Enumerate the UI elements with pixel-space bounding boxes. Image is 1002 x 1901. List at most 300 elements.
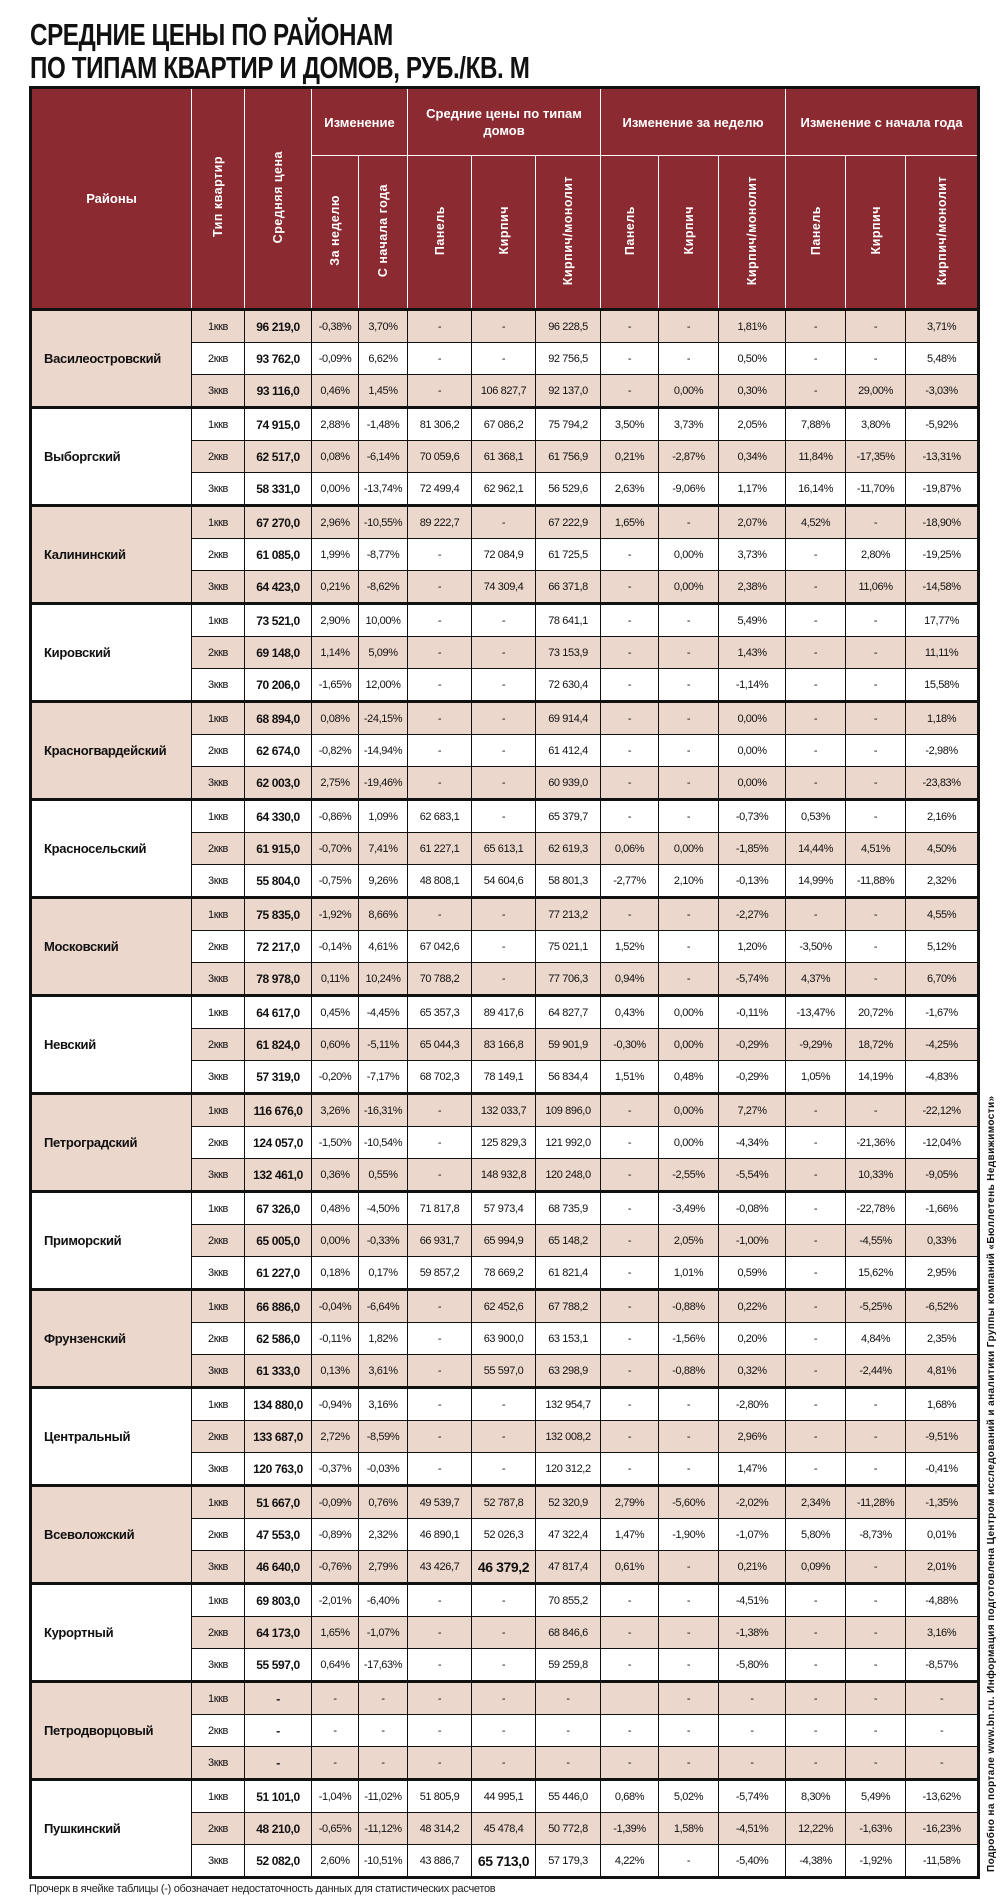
cell-value: 65 613,1 bbox=[472, 833, 536, 865]
table-row bbox=[31, 604, 979, 637]
cell-value: -0,11% bbox=[312, 1323, 359, 1355]
cell-value bbox=[601, 1682, 659, 1715]
cell-value: - bbox=[472, 1682, 536, 1715]
cell-value: 6,62% bbox=[359, 343, 408, 375]
apartment-type: 1ккв bbox=[192, 408, 245, 441]
cell-value: -0,65% bbox=[312, 1813, 359, 1845]
cell-value: -5,40% bbox=[719, 1845, 786, 1878]
cell-value: 4,84% bbox=[846, 1323, 906, 1355]
cell-value: -7,17% bbox=[359, 1061, 408, 1094]
cell-value: 0,34% bbox=[719, 441, 786, 473]
cell-value: 62 619,3 bbox=[536, 833, 601, 865]
cell-value: 4,51% bbox=[846, 833, 906, 865]
cell-value: 58 801,3 bbox=[536, 865, 601, 898]
cell-value: -1,38% bbox=[719, 1617, 786, 1649]
cell-value: -5,11% bbox=[359, 1029, 408, 1061]
average-price: 73 521,0 bbox=[245, 604, 312, 637]
cell-value: - bbox=[472, 1453, 536, 1486]
cell-value: - bbox=[408, 310, 472, 343]
cell-value: 55 597,0 bbox=[472, 1355, 536, 1388]
cell-value: 44 995,1 bbox=[472, 1780, 536, 1813]
cell-value: - bbox=[601, 375, 659, 408]
cell-value: 0,01% bbox=[906, 1519, 979, 1551]
district-name: Выборгский bbox=[31, 408, 192, 506]
cell-value: -19,46% bbox=[359, 767, 408, 800]
cell-value: 70 059,6 bbox=[408, 441, 472, 473]
cell-value: 1,17% bbox=[719, 473, 786, 506]
cell-value: 68 735,9 bbox=[536, 1192, 601, 1225]
cell-value: 0,55% bbox=[359, 1159, 408, 1192]
table-row bbox=[31, 1780, 979, 1813]
cell-value: -0,88% bbox=[659, 1355, 719, 1388]
average-price: 62 586,0 bbox=[245, 1323, 312, 1355]
cell-value: -1,04% bbox=[312, 1780, 359, 1813]
cell-value: 4,37% bbox=[786, 963, 846, 996]
cell-value: -13,47% bbox=[786, 996, 846, 1029]
cell-value: - bbox=[601, 539, 659, 571]
cell-value: -4,88% bbox=[906, 1584, 979, 1617]
cell-value: - bbox=[906, 1747, 979, 1780]
apartment-type: 2ккв bbox=[192, 931, 245, 963]
cell-value: - bbox=[408, 1094, 472, 1127]
cell-value: - bbox=[786, 1388, 846, 1421]
cell-value: 62 962,1 bbox=[472, 473, 536, 506]
cell-value: 3,80% bbox=[846, 408, 906, 441]
cell-value: -0,03% bbox=[359, 1453, 408, 1486]
cell-value: -17,35% bbox=[846, 441, 906, 473]
cell-value: - bbox=[472, 604, 536, 637]
cell-value: 57 179,3 bbox=[536, 1845, 601, 1878]
cell-value: -4,50% bbox=[359, 1192, 408, 1225]
cell-value: 15,58% bbox=[906, 669, 979, 702]
cell-value: -6,52% bbox=[906, 1290, 979, 1323]
cell-value: 1,58% bbox=[659, 1813, 719, 1845]
apartment-type: 1ккв bbox=[192, 1486, 245, 1519]
cell-value: - bbox=[601, 800, 659, 833]
table-row bbox=[31, 408, 979, 441]
apartment-type: 1ккв bbox=[192, 1290, 245, 1323]
apartment-type: 3ккв bbox=[192, 375, 245, 408]
district-name: Красносельский bbox=[31, 800, 192, 898]
header-change-week: За неделю bbox=[312, 156, 359, 310]
district-name: Всеволожский bbox=[31, 1486, 192, 1584]
district-name: Кировский bbox=[31, 604, 192, 702]
cell-value: 10,33% bbox=[846, 1159, 906, 1192]
average-price: 62 517,0 bbox=[245, 441, 312, 473]
cell-value: 48 808,1 bbox=[408, 865, 472, 898]
cell-value: 2,79% bbox=[359, 1551, 408, 1584]
cell-value: 0,21% bbox=[312, 571, 359, 604]
cell-value: -0,09% bbox=[312, 343, 359, 375]
cell-value: - bbox=[601, 1127, 659, 1159]
cell-value: -11,58% bbox=[906, 1845, 979, 1878]
cell-value: 61 227,1 bbox=[408, 833, 472, 865]
cell-value: - bbox=[601, 1094, 659, 1127]
cell-value: - bbox=[659, 1421, 719, 1453]
district-name: Московский bbox=[31, 898, 192, 996]
average-price: 69 148,0 bbox=[245, 637, 312, 669]
cell-value: 68 846,6 bbox=[536, 1617, 601, 1649]
cell-value: - bbox=[659, 1617, 719, 1649]
cell-value: 1,09% bbox=[359, 800, 408, 833]
cell-value: -0,94% bbox=[312, 1388, 359, 1421]
cell-value: - bbox=[659, 506, 719, 539]
cell-value: -4,83% bbox=[906, 1061, 979, 1094]
cell-value: - bbox=[359, 1747, 408, 1780]
cell-value: - bbox=[719, 1747, 786, 1780]
cell-value: - bbox=[408, 1747, 472, 1780]
cell-value: 148 932,8 bbox=[472, 1159, 536, 1192]
cell-value: 7,41% bbox=[359, 833, 408, 865]
cell-value: 0,22% bbox=[719, 1290, 786, 1323]
average-price: 61 824,0 bbox=[245, 1029, 312, 1061]
cell-value: - bbox=[846, 735, 906, 767]
table-row bbox=[31, 1682, 979, 1715]
apartment-type: 3ккв bbox=[192, 1649, 245, 1682]
cell-value: -0,13% bbox=[719, 865, 786, 898]
cell-value: -11,12% bbox=[359, 1813, 408, 1845]
cell-value: 16,14% bbox=[786, 473, 846, 506]
cell-value: 0,00% bbox=[312, 473, 359, 506]
apartment-type: 2ккв bbox=[192, 1029, 245, 1061]
cell-value: 46 379,2 bbox=[472, 1551, 536, 1584]
cell-value: 1,82% bbox=[359, 1323, 408, 1355]
cell-value: - bbox=[408, 898, 472, 931]
cell-value: - bbox=[786, 604, 846, 637]
apartment-type: 2ккв bbox=[192, 833, 245, 865]
cell-value: 51 805,9 bbox=[408, 1780, 472, 1813]
cell-value: 78 149,1 bbox=[472, 1061, 536, 1094]
average-price: 48 210,0 bbox=[245, 1813, 312, 1845]
cell-value: 2,88% bbox=[312, 408, 359, 441]
cell-value: - bbox=[906, 1682, 979, 1715]
cell-value: 12,00% bbox=[359, 669, 408, 702]
average-price: 62 674,0 bbox=[245, 735, 312, 767]
cell-value: - bbox=[786, 375, 846, 408]
cell-value: - bbox=[786, 898, 846, 931]
cell-value: - bbox=[659, 1845, 719, 1878]
cell-value: 92 756,5 bbox=[536, 343, 601, 375]
cell-value: -0,88% bbox=[659, 1290, 719, 1323]
cell-value: 2,05% bbox=[659, 1225, 719, 1257]
cell-value: 125 829,3 bbox=[472, 1127, 536, 1159]
cell-value: 5,09% bbox=[359, 637, 408, 669]
cell-value: -8,73% bbox=[846, 1519, 906, 1551]
average-price: 65 005,0 bbox=[245, 1225, 312, 1257]
cell-value: 132 008,2 bbox=[536, 1421, 601, 1453]
apartment-type: 2ккв bbox=[192, 1813, 245, 1845]
cell-value: - bbox=[472, 767, 536, 800]
cell-value: 1,14% bbox=[312, 637, 359, 669]
cell-value: 0,09% bbox=[786, 1551, 846, 1584]
cell-value: - bbox=[408, 1388, 472, 1421]
cell-value: - bbox=[846, 669, 906, 702]
cell-value: - bbox=[408, 571, 472, 604]
cell-value: 0,00% bbox=[659, 1029, 719, 1061]
cell-value: - bbox=[472, 1421, 536, 1453]
cell-value: 2,95% bbox=[906, 1257, 979, 1290]
cell-value: 67 788,2 bbox=[536, 1290, 601, 1323]
average-price: 68 894,0 bbox=[245, 702, 312, 735]
header-week-brick-mono: Кирпич/монолит bbox=[719, 156, 786, 310]
cell-value: 2,01% bbox=[906, 1551, 979, 1584]
cell-value: - bbox=[601, 1225, 659, 1257]
cell-value: 1,20% bbox=[719, 931, 786, 963]
district-name: Фрунзенский bbox=[31, 1290, 192, 1388]
apartment-type: 2ккв bbox=[192, 1421, 245, 1453]
cell-value: 4,55% bbox=[906, 898, 979, 931]
cell-value: 10,00% bbox=[359, 604, 408, 637]
cell-value: 0,68% bbox=[601, 1780, 659, 1813]
cell-value: 12,22% bbox=[786, 1813, 846, 1845]
cell-value: 132 954,7 bbox=[536, 1388, 601, 1421]
apartment-type: 2ккв bbox=[192, 1519, 245, 1551]
cell-value: -0,11% bbox=[719, 996, 786, 1029]
cell-value: - bbox=[786, 343, 846, 375]
cell-value: 8,30% bbox=[786, 1780, 846, 1813]
cell-value: - bbox=[472, 669, 536, 702]
cell-value: - bbox=[601, 310, 659, 343]
district-name: Красногвардейский bbox=[31, 702, 192, 800]
district-name: Петродворцовый bbox=[31, 1682, 192, 1780]
cell-value: - bbox=[786, 1617, 846, 1649]
cell-value: - bbox=[659, 1715, 719, 1747]
cell-value: -0,76% bbox=[312, 1551, 359, 1584]
cell-value: 0,48% bbox=[312, 1192, 359, 1225]
cell-value: 9,26% bbox=[359, 865, 408, 898]
cell-value: 63 153,1 bbox=[536, 1323, 601, 1355]
cell-value: 120 312,2 bbox=[536, 1453, 601, 1486]
cell-value: 7,27% bbox=[719, 1094, 786, 1127]
cell-value: - bbox=[786, 1747, 846, 1780]
cell-value: - bbox=[601, 1159, 659, 1192]
cell-value: -9,29% bbox=[786, 1029, 846, 1061]
cell-value: - bbox=[846, 1094, 906, 1127]
header-district: Районы bbox=[31, 88, 192, 310]
cell-value: 77 213,2 bbox=[536, 898, 601, 931]
cell-value: 11,84% bbox=[786, 441, 846, 473]
cell-value: - bbox=[659, 767, 719, 800]
header-panel: Панель bbox=[408, 156, 472, 310]
header-ytd-brick: Кирпич bbox=[846, 156, 906, 310]
cell-value: 4,50% bbox=[906, 833, 979, 865]
cell-value: - bbox=[472, 343, 536, 375]
average-price: 93 762,0 bbox=[245, 343, 312, 375]
cell-value: - bbox=[846, 1747, 906, 1780]
cell-value: - bbox=[846, 637, 906, 669]
cell-value: -1,00% bbox=[719, 1225, 786, 1257]
apartment-type: 1ккв bbox=[192, 1682, 245, 1715]
cell-value: - bbox=[408, 1421, 472, 1453]
cell-value: 120 248,0 bbox=[536, 1159, 601, 1192]
cell-value: -1,67% bbox=[906, 996, 979, 1029]
cell-value: - bbox=[601, 767, 659, 800]
cell-value: 52 787,8 bbox=[472, 1486, 536, 1519]
cell-value: - bbox=[601, 735, 659, 767]
cell-value: - bbox=[786, 1682, 846, 1715]
cell-value: - bbox=[472, 898, 536, 931]
cell-value: 0,08% bbox=[312, 702, 359, 735]
cell-value: 62 683,1 bbox=[408, 800, 472, 833]
cell-value: 67 086,2 bbox=[472, 408, 536, 441]
cell-value: -0,89% bbox=[312, 1519, 359, 1551]
apartment-type: 3ккв bbox=[192, 669, 245, 702]
cell-value: -11,88% bbox=[846, 865, 906, 898]
cell-value: 61 412,4 bbox=[536, 735, 601, 767]
cell-value: -1,85% bbox=[719, 833, 786, 865]
apartment-type: 3ккв bbox=[192, 571, 245, 604]
cell-value: 56 529,6 bbox=[536, 473, 601, 506]
apartment-type: 1ккв bbox=[192, 702, 245, 735]
cell-value: - bbox=[312, 1682, 359, 1715]
average-price: 64 617,0 bbox=[245, 996, 312, 1029]
cell-value: - bbox=[786, 1649, 846, 1682]
title-line-2: ПО ТИПАМ КВАРТИР И ДОМОВ, РУБ./КВ. М bbox=[30, 50, 530, 85]
cell-value: - bbox=[659, 800, 719, 833]
average-price: 61 085,0 bbox=[245, 539, 312, 571]
cell-value: -0,37% bbox=[312, 1453, 359, 1486]
cell-value: -12,04% bbox=[906, 1127, 979, 1159]
cell-value: - bbox=[846, 506, 906, 539]
average-price: - bbox=[245, 1715, 312, 1747]
cell-value: 61 756,9 bbox=[536, 441, 601, 473]
cell-value: 55 446,0 bbox=[536, 1780, 601, 1813]
cell-value: 50 772,8 bbox=[536, 1813, 601, 1845]
apartment-type: 2ккв bbox=[192, 1715, 245, 1747]
cell-value: -11,28% bbox=[846, 1486, 906, 1519]
cell-value: - bbox=[601, 702, 659, 735]
cell-value: - bbox=[846, 931, 906, 963]
cell-value: - bbox=[659, 1551, 719, 1584]
cell-value: - bbox=[786, 571, 846, 604]
cell-value: -8,59% bbox=[359, 1421, 408, 1453]
cell-value: - bbox=[408, 1290, 472, 1323]
cell-value: 3,71% bbox=[906, 310, 979, 343]
cell-value: -0,29% bbox=[719, 1029, 786, 1061]
cell-value: 29,00% bbox=[846, 375, 906, 408]
cell-value: -19,25% bbox=[906, 539, 979, 571]
apartment-type: 1ккв bbox=[192, 1780, 245, 1813]
cell-value: 1,47% bbox=[719, 1453, 786, 1486]
header-ytd-panel: Панель bbox=[786, 156, 846, 310]
cell-value: -5,74% bbox=[719, 963, 786, 996]
cell-value: - bbox=[846, 604, 906, 637]
cell-value: 11,11% bbox=[906, 637, 979, 669]
cell-value: - bbox=[472, 735, 536, 767]
average-price: 55 804,0 bbox=[245, 865, 312, 898]
cell-value: 2,63% bbox=[601, 473, 659, 506]
average-price: 70 206,0 bbox=[245, 669, 312, 702]
cell-value: 4,22% bbox=[601, 1845, 659, 1878]
cell-value: - bbox=[408, 1715, 472, 1747]
cell-value: - bbox=[846, 1388, 906, 1421]
table-row bbox=[31, 1388, 979, 1421]
apartment-type: 1ккв bbox=[192, 310, 245, 343]
header-week: Изменение за неделю bbox=[601, 88, 786, 156]
cell-value: 3,70% bbox=[359, 310, 408, 343]
average-price: 133 687,0 bbox=[245, 1421, 312, 1453]
cell-value: - bbox=[846, 1584, 906, 1617]
cell-value: - bbox=[601, 1257, 659, 1290]
cell-value: 62 452,6 bbox=[472, 1290, 536, 1323]
cell-value: -4,51% bbox=[719, 1813, 786, 1845]
table-row bbox=[31, 1290, 979, 1323]
cell-value: 3,61% bbox=[359, 1355, 408, 1388]
cell-value: - bbox=[536, 1747, 601, 1780]
cell-value: 2,34% bbox=[786, 1486, 846, 1519]
average-price: 93 116,0 bbox=[245, 375, 312, 408]
apartment-type: 1ккв bbox=[192, 1584, 245, 1617]
cell-value: 5,80% bbox=[786, 1519, 846, 1551]
cell-value: 65 357,3 bbox=[408, 996, 472, 1029]
cell-value: - bbox=[359, 1682, 408, 1715]
cell-value: 2,38% bbox=[719, 571, 786, 604]
cell-value: - bbox=[786, 1094, 846, 1127]
cell-value: - bbox=[846, 800, 906, 833]
cell-value: - bbox=[846, 898, 906, 931]
cell-value: 72 499,4 bbox=[408, 473, 472, 506]
cell-value: -11,70% bbox=[846, 473, 906, 506]
average-price: 96 219,0 bbox=[245, 310, 312, 343]
cell-value: - bbox=[601, 604, 659, 637]
cell-value: -23,83% bbox=[906, 767, 979, 800]
cell-value: -2,80% bbox=[719, 1388, 786, 1421]
apartment-type: 2ккв bbox=[192, 1617, 245, 1649]
cell-value: - bbox=[312, 1715, 359, 1747]
cell-value: -13,62% bbox=[906, 1780, 979, 1813]
cell-value: 1,18% bbox=[906, 702, 979, 735]
cell-value: - bbox=[786, 539, 846, 571]
cell-value: -8,57% bbox=[906, 1649, 979, 1682]
cell-value: 5,49% bbox=[719, 604, 786, 637]
cell-value: - bbox=[601, 1421, 659, 1453]
cell-value: 0,00% bbox=[719, 767, 786, 800]
cell-value: 2,79% bbox=[601, 1486, 659, 1519]
cell-value: 78 669,2 bbox=[472, 1257, 536, 1290]
cell-value: 75 021,1 bbox=[536, 931, 601, 963]
cell-value: - bbox=[786, 1453, 846, 1486]
cell-value: -0,33% bbox=[359, 1225, 408, 1257]
district-name: Курортный bbox=[31, 1584, 192, 1682]
cell-value: -13,31% bbox=[906, 441, 979, 473]
cell-value: 67 042,6 bbox=[408, 931, 472, 963]
cell-value: 0,94% bbox=[601, 963, 659, 996]
footnote: Прочерк в ячейке таблицы (-) обозначает недостаточность данных для статистических расчетов bbox=[29, 1883, 496, 1895]
cell-value: 6,70% bbox=[906, 963, 979, 996]
apartment-type: 2ккв bbox=[192, 1127, 245, 1159]
cell-value: 56 834,4 bbox=[536, 1061, 601, 1094]
cell-value: - bbox=[659, 1584, 719, 1617]
cell-value: -9,06% bbox=[659, 473, 719, 506]
cell-value: 3,16% bbox=[359, 1388, 408, 1421]
cell-value: - bbox=[601, 571, 659, 604]
cell-value: 72 630,4 bbox=[536, 669, 601, 702]
apartment-type: 3ккв bbox=[192, 1159, 245, 1192]
cell-value: 65 148,2 bbox=[536, 1225, 601, 1257]
cell-value: - bbox=[408, 669, 472, 702]
cell-value: 78 641,1 bbox=[536, 604, 601, 637]
apartment-type: 3ккв bbox=[192, 473, 245, 506]
cell-value: -16,31% bbox=[359, 1094, 408, 1127]
cell-value: 59 259,8 bbox=[536, 1649, 601, 1682]
cell-value: -0,30% bbox=[601, 1029, 659, 1061]
average-price: 116 676,0 bbox=[245, 1094, 312, 1127]
table-row bbox=[31, 1094, 979, 1127]
cell-value: 0,08% bbox=[312, 441, 359, 473]
cell-value: 65 044,3 bbox=[408, 1029, 472, 1061]
cell-value: - bbox=[659, 1388, 719, 1421]
cell-value: 47 322,4 bbox=[536, 1519, 601, 1551]
